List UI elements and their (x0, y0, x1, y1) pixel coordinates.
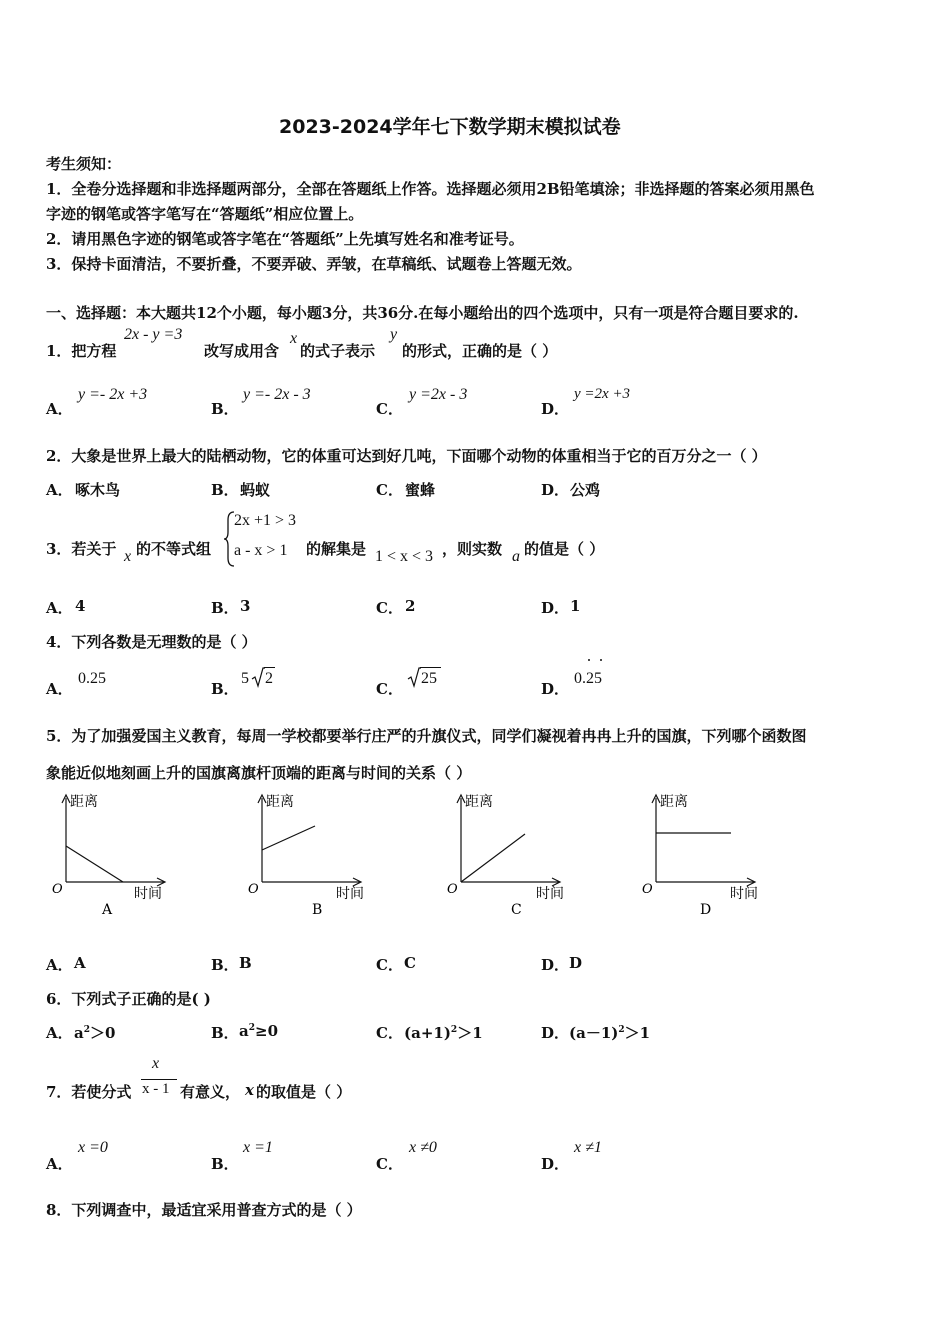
repeating-dot-icon (600, 659, 602, 661)
graph-caption: D (700, 902, 712, 918)
graph-c (441, 790, 571, 920)
sqrt-icon (407, 666, 421, 688)
graph-origin: O (642, 882, 653, 897)
graph-origin: O (248, 882, 259, 897)
radical-bar (420, 667, 441, 668)
graph-a (46, 790, 176, 920)
q1-stem-part: 1．把方程 (46, 342, 117, 360)
notice-line: 2．请用黑色字迹的钢笔或答字笔在“答题纸”上先填写姓名和准考证号。 (46, 230, 524, 248)
q3-option-text: 4 (75, 597, 86, 615)
q7-option-label[interactable]: B． (211, 1155, 239, 1173)
q5-option-label[interactable]: A． (46, 956, 73, 974)
q3-stem-part: ，则实数 (442, 540, 503, 558)
q6-option-expr: $(a+1)^2>1$ (404, 1024, 483, 1042)
graph-xlabel: 时间 (336, 886, 364, 902)
graph-b (242, 790, 372, 920)
notice-heading: 考生须知： (46, 155, 122, 173)
q3-option-text: 1 (570, 597, 581, 615)
notice-line: 1．全卷分选择题和非选择题两部分，全部在答题纸上作答。选择题必须用2B铅笔填涂；非选择题的答案必须用黑色 (46, 180, 815, 198)
q6-option-label[interactable]: C． (376, 1024, 403, 1042)
graph-xlabel: 时间 (134, 886, 162, 902)
q3-var: a (512, 548, 520, 565)
q7-stem-part: 的取值是（ ） (256, 1083, 352, 1101)
q6-option-label[interactable]: A． (46, 1024, 73, 1042)
graph-xlabel: 时间 (536, 886, 564, 902)
q7-option-label[interactable]: D． (541, 1155, 570, 1173)
q6-stem: 6．下列式子正确的是( ) (46, 990, 211, 1008)
q4-option-radicand: 2 (265, 670, 273, 687)
graph-ylabel: 距离 (266, 794, 294, 810)
notice-line: 3．保持卡面清洁，不要折叠，不要弄破、弄皱，在草稿纸、试题卷上答题无效。 (46, 255, 582, 273)
graph-origin: O (447, 882, 458, 897)
q3-var: x (124, 548, 132, 565)
q5-option-text: B (239, 954, 252, 972)
q3-inequality-1: 2x +1 > 3 (234, 512, 297, 529)
q5-stem: 5．为了加强爱国主义教育，每周一学校都要举行庄严的升旗仪式，同学们凝视着冉冉上升的国旗，下列哪个函数图 (46, 727, 807, 745)
q2-option-label[interactable]: D． (541, 481, 570, 499)
q2-option-text: 公鸡 (570, 481, 601, 499)
page-title: 2023-2024学年七下数学期末模拟试卷 (279, 116, 621, 138)
q1-option-expr: y =- 2x +3 (78, 386, 148, 403)
sqrt-icon (251, 666, 265, 688)
q6-option-label[interactable]: B． (211, 1024, 239, 1042)
section-heading: 一、选择题：本大题共12个小题，每小题3分，共36分.在每小题给出的四个选项中，只有一项是符合题目要求的. (46, 304, 799, 322)
q1-stem-part: 改写成用含 (204, 342, 280, 360)
q3-option-label[interactable]: B． (211, 599, 239, 617)
fraction-bar (141, 1079, 177, 1080)
q7-option-expr: x =0 (78, 1139, 108, 1156)
q8-stem: 8．下列调查中，最适宜采用普查方式的是（ ） (46, 1201, 362, 1219)
q4-option-label[interactable]: C． (376, 680, 403, 698)
q7-var: x (245, 1081, 254, 1099)
q4-option-expr: 0.25 (574, 670, 602, 687)
q5-option-label[interactable]: D． (541, 956, 570, 974)
q4-option-label[interactable]: B． (211, 680, 239, 698)
q4-option-radicand: 25 (421, 670, 437, 687)
q1-stem-part: 的式子表示 (300, 342, 376, 360)
q7-option-expr: x ≠0 (409, 1139, 437, 1156)
q7-option-expr: x ≠1 (574, 1139, 602, 1156)
q5-option-label[interactable]: C． (376, 956, 403, 974)
notice-line: 字迹的钢笔或答字笔写在“答题纸”相应位置上。 (46, 205, 364, 223)
graph-caption: B (312, 902, 323, 918)
q3-inequality-2: a - x > 1 (234, 542, 288, 559)
q3-option-label[interactable]: D． (541, 599, 570, 617)
q2-option-label[interactable]: A． (46, 481, 73, 499)
q7-option-label[interactable]: A． (46, 1155, 73, 1173)
q1-option-label[interactable]: A． (46, 400, 73, 418)
q7-stem-part: 7．若使分式 (46, 1083, 132, 1101)
q2-option-text: 啄木鸟 (75, 481, 121, 499)
q4-option-expr: 0.25 (78, 670, 106, 687)
q3-stem-part: 3．若关于 (46, 540, 117, 558)
q7-option-expr: x =1 (243, 1139, 273, 1156)
q4-option-label[interactable]: D． (541, 680, 570, 698)
q1-option-expr: y =2x - 3 (409, 386, 468, 403)
graph-line (262, 826, 315, 850)
q3-stem-part: 的不等式组 (136, 540, 212, 558)
q1-var: x (290, 330, 298, 347)
q6-option-label[interactable]: D． (541, 1024, 570, 1042)
q7-option-label[interactable]: C． (376, 1155, 403, 1173)
graph-caption: C (511, 902, 522, 918)
q5-option-text: D (569, 954, 583, 972)
q5-option-text: C (404, 954, 416, 972)
q2-option-label[interactable]: B． (211, 481, 239, 499)
graph-ylabel: 距离 (465, 794, 493, 810)
q3-solution: 1 < x < 3 (375, 548, 434, 565)
radical-bar (264, 667, 275, 668)
graph-d (636, 790, 766, 920)
q3-stem-part: 的解集是 (306, 540, 367, 558)
graph-caption: A (102, 902, 113, 918)
q6-option-expr: $a^2>0$ (74, 1024, 116, 1042)
q2-option-text: 蜜蜂 (405, 481, 436, 499)
graph-line (461, 834, 525, 882)
graph-ylabel: 距离 (660, 794, 688, 810)
q3-option-label[interactable]: C． (376, 599, 403, 617)
graph-origin: O (52, 882, 63, 897)
q1-var: y (390, 326, 398, 343)
q1-stem-part: 的形式，正确的是（ ） (402, 342, 558, 360)
q7-numerator: x (152, 1055, 160, 1072)
graph-xlabel: 时间 (730, 886, 758, 902)
q4-option-label[interactable]: A． (46, 680, 73, 698)
q3-stem-part: 的值是（ ） (524, 540, 605, 558)
q3-option-text: 2 (405, 597, 416, 615)
q7-denominator: x - 1 (142, 1081, 170, 1097)
repeating-dot-icon (588, 659, 590, 661)
graph-line (66, 846, 123, 882)
q5-option-text: A (74, 954, 86, 972)
q4-stem: 4．下列各数是无理数的是（ ） (46, 633, 257, 651)
q2-option-text: 蚂蚁 (240, 481, 271, 499)
q1-equation: 2x - y =3 (124, 326, 183, 343)
q1-option-label[interactable]: D． (541, 400, 570, 418)
q5-stem: 象能近似地刻画上升的国旗离旗杆顶端的距离与时间的关系（ ） (46, 764, 472, 782)
q3-option-text: 3 (240, 597, 251, 615)
q3-option-label[interactable]: A． (46, 599, 73, 617)
q2-option-label[interactable]: C． (376, 481, 403, 499)
q5-option-label[interactable]: B． (211, 956, 239, 974)
graph-ylabel: 距离 (70, 794, 98, 810)
q1-option-label[interactable]: B． (211, 400, 239, 418)
q1-option-expr: y =- 2x - 3 (243, 386, 311, 403)
q7-stem-part: 有意义， (180, 1083, 241, 1101)
q4-option-coef: 5 (241, 670, 249, 687)
q6-option-expr: $(a-1)^2>1$ (569, 1024, 651, 1042)
q1-option-label[interactable]: C． (376, 400, 403, 418)
q2-stem: 2．大象是世界上最大的陆栖动物，它的体重可达到好几吨，下面哪个动物的体重相当于它的百万分之一（ ） (46, 447, 767, 465)
q6-option-expr: $a^2\ge 0$ (239, 1022, 279, 1040)
q1-option-expr: y =2x +3 (574, 386, 631, 402)
